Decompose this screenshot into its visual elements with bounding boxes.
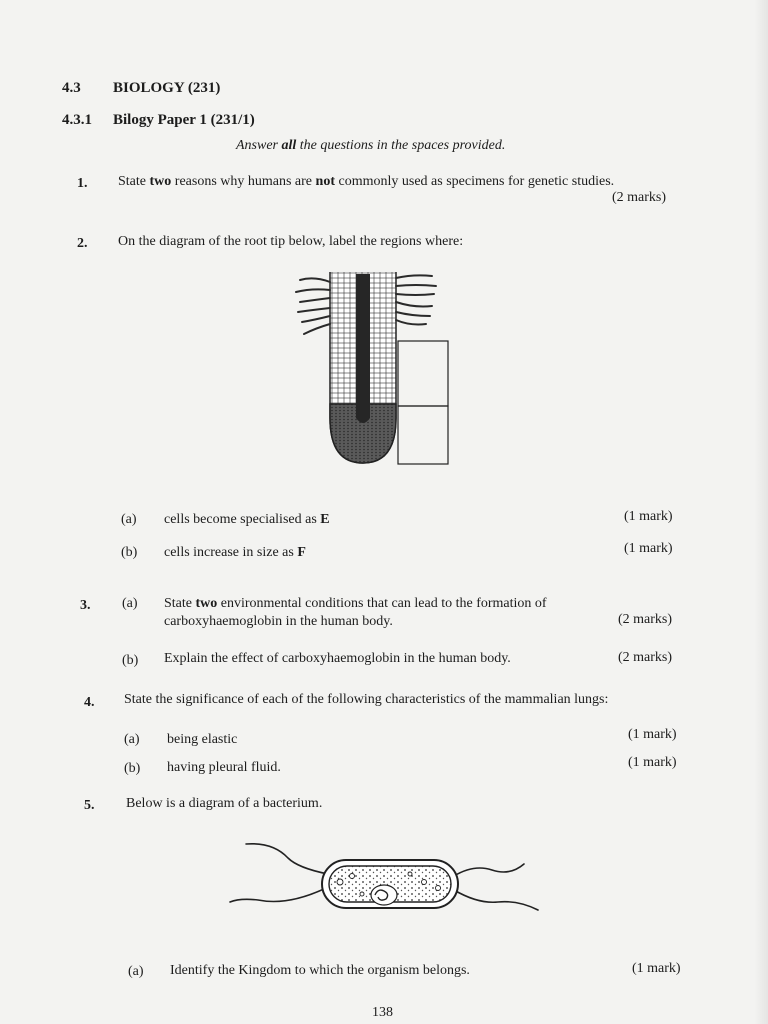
question-4b-text: having pleural fluid. [167, 760, 281, 775]
question-4a-marks: (1 mark) [628, 727, 677, 742]
question-3a-text-line2: carboxyhaemoglobin in the human body. [164, 614, 393, 629]
question-4b-marks: (1 mark) [628, 755, 677, 770]
question-4a-text: being elastic [167, 732, 238, 747]
question-5-number: 5. [84, 798, 95, 813]
section-title: BIOLOGY (231) [113, 80, 221, 96]
question-2b-label: (b) [121, 545, 138, 560]
question-1-marks: (2 marks) [612, 190, 667, 205]
question-3b-marks: (2 marks) [618, 650, 673, 665]
question-2a-label: (a) [121, 512, 137, 527]
question-5a-label: (a) [128, 964, 144, 979]
page-number: 138 [372, 1005, 393, 1020]
subsection-number: 4.3.1 [62, 112, 92, 128]
question-3a-text: State two environmental conditions that can lead to the formation of [164, 596, 547, 611]
question-4a-label: (a) [124, 732, 140, 747]
question-2b-marks: (1 mark) [624, 541, 673, 556]
bacterium-diagram [228, 838, 540, 924]
question-3b-label: (b) [122, 653, 139, 668]
question-3a-marks: (2 marks) [618, 612, 673, 627]
question-2a-text: cells become specialised as E [164, 512, 330, 527]
instruction: Answer all the questions in the spaces provided. [236, 138, 506, 153]
question-5a-marks: (1 mark) [632, 961, 681, 976]
question-4-number: 4. [84, 695, 95, 710]
root-tip-diagram [290, 268, 452, 468]
section-number: 4.3 [62, 80, 81, 96]
question-3-number: 3. [80, 598, 91, 613]
question-1-text: State two reasons why humans are not commonly used as specimens for genetic studies. [118, 174, 615, 189]
question-2a-marks: (1 mark) [624, 509, 673, 524]
question-4-text: State the significance of each of the following characteristics of the mammalian lungs: [124, 692, 609, 707]
question-2b-text: cells increase in size as F [164, 545, 306, 560]
page-edge-shadow [754, 0, 768, 1024]
question-5a-text: Identify the Kingdom to which the organism belongs. [170, 963, 470, 978]
question-4b-label: (b) [124, 761, 141, 776]
question-3a-label: (a) [122, 596, 138, 611]
question-3b-text: Explain the effect of carboxyhaemoglobin in the human body. [164, 651, 511, 666]
question-1-number: 1. [77, 176, 88, 191]
question-5-text: Below is a diagram of a bacterium. [126, 796, 323, 811]
subsection-title: Bilogy Paper 1 (231/1) [113, 112, 255, 128]
question-2-text: On the diagram of the root tip below, label the regions where: [118, 234, 464, 249]
question-2-number: 2. [77, 236, 88, 251]
